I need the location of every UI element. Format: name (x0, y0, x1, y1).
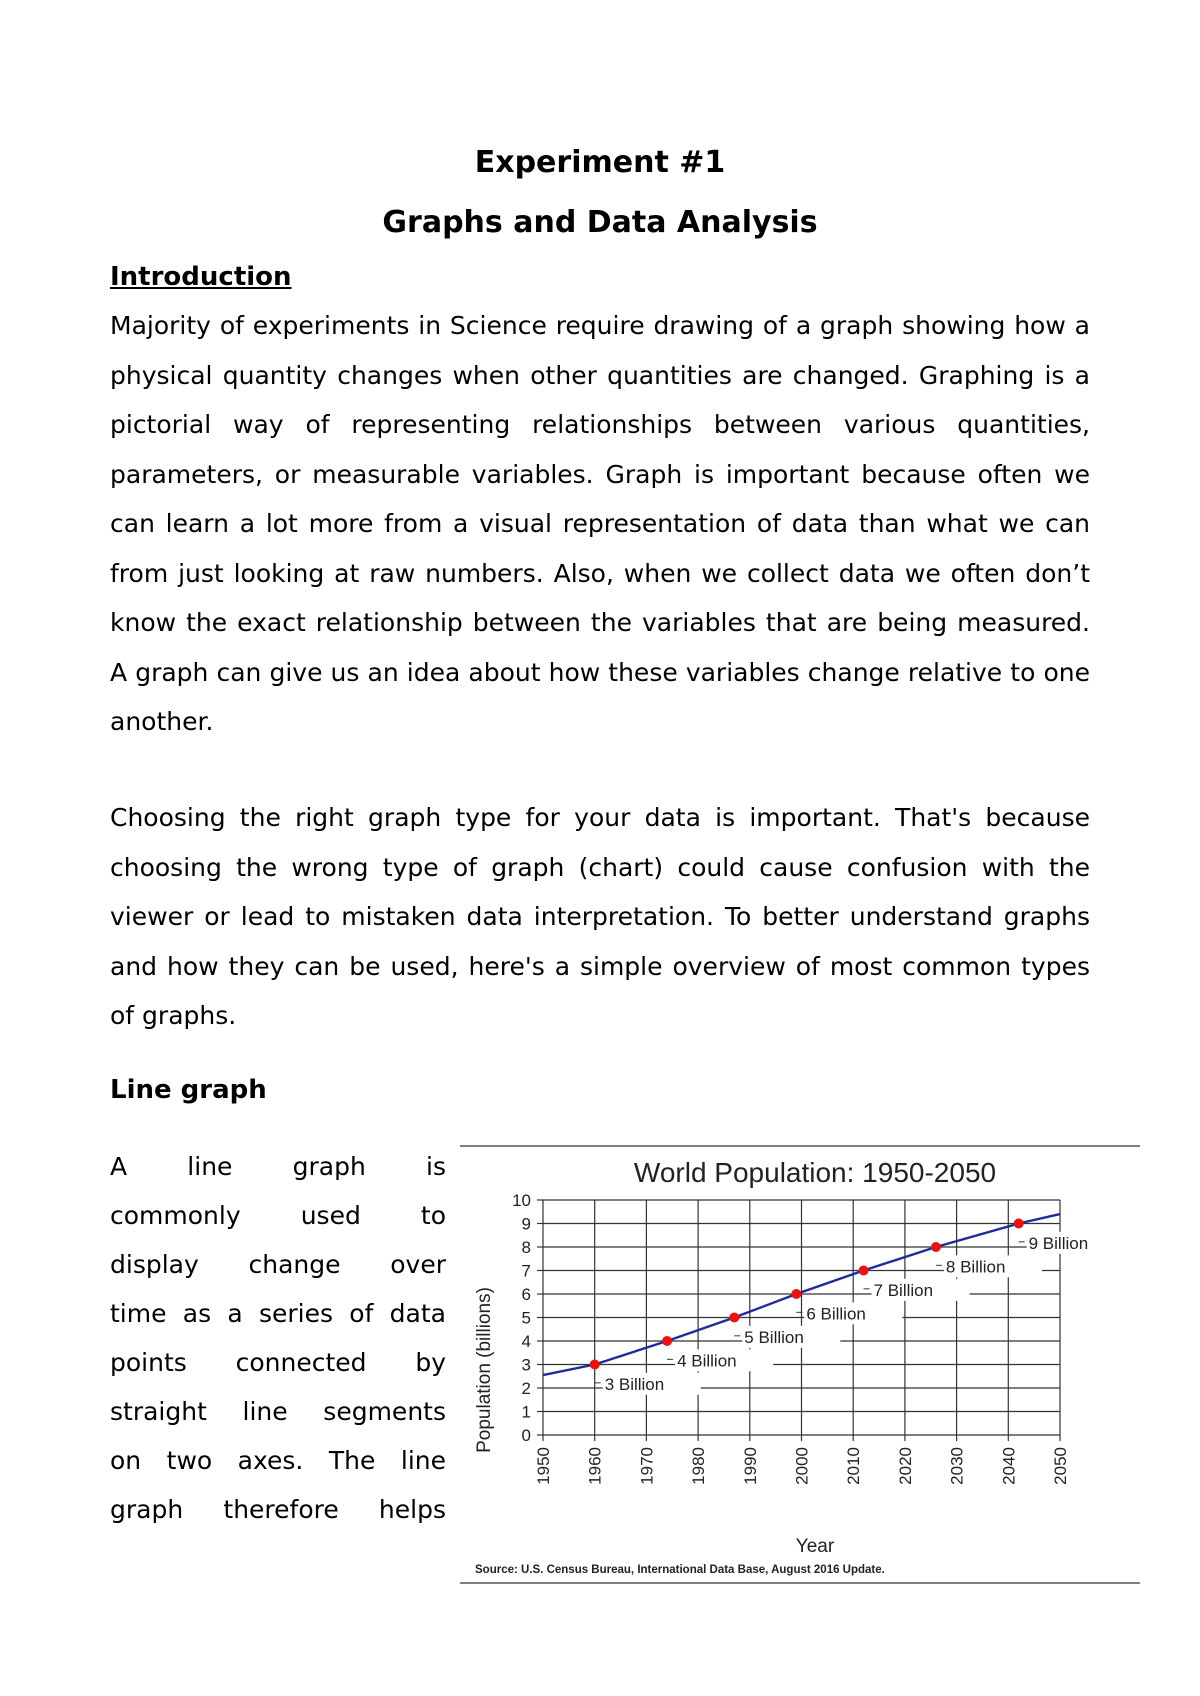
x-tick-label: 2020 (895, 1447, 915, 1485)
data-point (931, 1242, 941, 1252)
line-graph-heading: Line graph (110, 1075, 267, 1105)
x-tick-label: 1990 (740, 1447, 760, 1485)
description-line: on two axes. The line (110, 1446, 446, 1475)
intro-paragraph-1: Majority of experiments in Science require drawing of a graph showing how a physical quantity changes when other quantities are changed. Graphing is a pictorial way of representing relationships between various quantities, parameters, or measurable variables. Graph is important because often we can learn a lot more from a visual representation of data than what we can from just looking at raw numbers. Also, when we collect data we often don’t know the exact relationship between the variables that are being measured. A graph can give us an idea about how these variables change relative to one another. (110, 311, 1090, 736)
x-tick-label: 1970 (637, 1447, 657, 1485)
description-line: commonly used to (110, 1201, 446, 1230)
y-tick-label: 3 (521, 1355, 531, 1375)
y-tick-label: 4 (521, 1332, 531, 1351)
y-tick-label: 10 (512, 1191, 531, 1210)
milestone-label: 6 Billion (806, 1304, 866, 1324)
x-tick-label: 1980 (689, 1447, 709, 1485)
description-line: time as a series of data (110, 1299, 446, 1328)
x-axis-ticks (534, 1435, 1070, 1485)
x-tick-label: 2000 (792, 1447, 812, 1485)
milestone-labels (595, 1232, 1125, 1395)
description-line: straight line segments (110, 1397, 446, 1426)
population-chart (460, 1145, 1140, 1585)
y-tick-label: 0 (521, 1426, 531, 1445)
x-axis-label: Year (795, 1536, 835, 1557)
milestone-label: 5 Billion (744, 1327, 804, 1347)
milestone-label: 3 Billion (604, 1374, 665, 1394)
y-tick-label: 7 (521, 1261, 531, 1281)
description-line: points connected by (110, 1348, 446, 1377)
x-tick-label: 2040 (999, 1447, 1019, 1485)
y-tick-label: 1 (521, 1402, 531, 1422)
data-point (859, 1266, 869, 1276)
y-tick-label: 9 (521, 1214, 531, 1234)
y-tick-label: 6 (521, 1285, 531, 1304)
description-line: A line graph is (110, 1152, 446, 1181)
description-line: display change over (110, 1250, 446, 1279)
x-tick-label: 1950 (534, 1447, 553, 1485)
data-point (729, 1313, 739, 1323)
chart-source-note: Source: U.S. Census Bureau, International Data Base, August 2016 Update. (475, 1564, 885, 1576)
milestone-label: 7 Billion (873, 1280, 934, 1300)
y-tick-label: 5 (521, 1308, 531, 1328)
milestone-label: 9 Billion (1028, 1233, 1089, 1253)
chart-grid (543, 1200, 1060, 1435)
data-point (1014, 1219, 1024, 1229)
x-tick-label: 2030 (947, 1447, 967, 1485)
line-graph-description (110, 1142, 446, 1534)
intro-paragraph-2: Choosing the right graph type for your data is important. That's because choosing the wrong type of graph (chart) could cause confusion with the viewer or lead to mistaken data interpretation. To better understand graphs and how they can be used, here's a simple overview of most common types of graphs. (110, 803, 1090, 1030)
y-axis-ticks (512, 1191, 543, 1445)
data-point (590, 1360, 600, 1370)
x-tick-label: 1960 (585, 1447, 605, 1485)
population-chart-svg (460, 1145, 1140, 1585)
description-line: graph therefore helps (110, 1495, 446, 1524)
chart-title: World Population: 1950-2050 (633, 1157, 997, 1188)
document-title: Experiment #1 (474, 145, 726, 180)
y-axis-label: Population (billions) (474, 1287, 495, 1453)
milestone-label: 8 Billion (945, 1257, 1006, 1277)
milestone-label: 4 Billion (677, 1351, 737, 1371)
document-subtitle: Graphs and Data Analysis (382, 205, 818, 240)
introduction-heading: Introduction (110, 262, 292, 292)
data-point (791, 1289, 801, 1299)
x-tick-label: 2010 (844, 1447, 864, 1485)
data-point (662, 1336, 672, 1346)
y-tick-label: 8 (521, 1238, 531, 1257)
y-tick-label: 2 (521, 1379, 531, 1398)
x-tick-label: 2050 (1051, 1447, 1070, 1485)
